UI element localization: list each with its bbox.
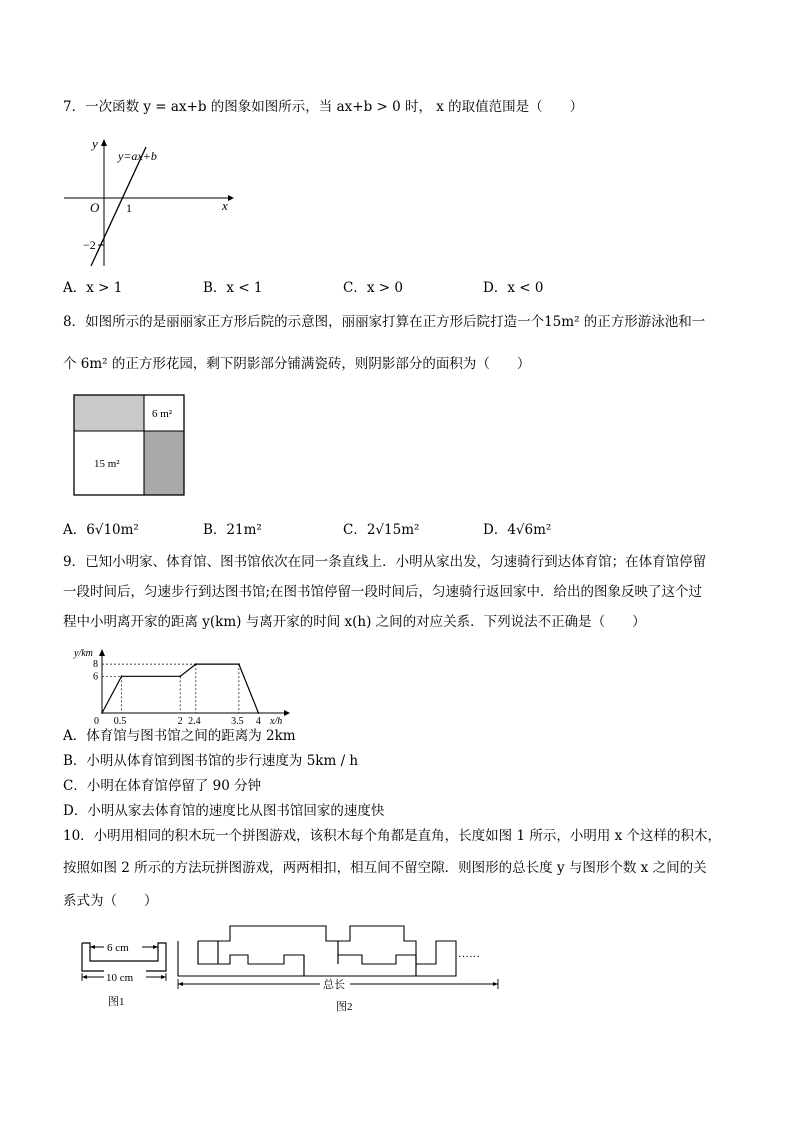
q7-origin-label: O — [90, 200, 100, 215]
q7-option-c[interactable]: C．x > 0 — [343, 280, 403, 296]
q7-option-d[interactable]: D．x < 0 — [483, 280, 544, 296]
q8-shaded-bottom-right — [144, 431, 184, 495]
q9-data-point — [121, 675, 123, 677]
q9-data-point — [179, 675, 181, 677]
q10-total-length-label: 总长 — [323, 979, 345, 991]
q10-chain-block-up-2 — [338, 926, 416, 964]
q9-option-d[interactable]: D．小明从家去体育馆的速度比从图书馆回家的速度快 — [63, 803, 385, 819]
q10-figure-1-caption: 图1 — [108, 996, 125, 1008]
q8-option-b[interactable]: B．21m² — [203, 522, 262, 538]
q8-shaded-top-left — [74, 395, 144, 431]
q9-x-tick-label: 4 — [255, 716, 261, 726]
q10-figure-2-chain — [172, 921, 508, 1015]
q9-data-point — [195, 663, 197, 665]
q7-y-label: y — [92, 136, 98, 151]
q9-stem-line-3: 程中小明离开家的距离 y(km) 与离开家的时间 x(h) 之间的对应关系．下列说法不正确是（ ） — [63, 614, 646, 630]
q7-linear-function-graph — [60, 134, 240, 270]
q7-x-tick-label: 1 — [126, 201, 132, 215]
q9-option-c[interactable]: C．小明在体育馆停留了 90 分钟 — [63, 778, 262, 794]
q9-option-b[interactable]: B．小明从体育馆到图书馆的步行速度为 5km / h — [63, 753, 359, 769]
q9-x-tick-label: 2 — [177, 716, 183, 726]
q7-y-axis-arrow — [101, 139, 107, 146]
q8-option-d[interactable]: D．4√6m² — [483, 522, 552, 538]
q9-data-point — [258, 712, 260, 714]
q8-backyard-diagram — [72, 393, 186, 497]
q9-x-axis-arrow — [284, 710, 290, 716]
q10-stem-line-2: 按照如图 2 所示的方法玩拼图游戏，两两相扣，相互间不留空隙．则图形的总长度 y 与图形个数 x 之间的关 — [63, 860, 707, 876]
q10-chain-block-up-1 — [218, 926, 338, 964]
q7-option-a[interactable]: A．x > 1 — [63, 280, 123, 296]
q9-y-axis-arrow — [99, 649, 105, 656]
q9-x-tick-label: 0 — [94, 716, 99, 726]
q9-stem-line-1: 9．已知小明家、体育馆、图书馆依次在同一条直线上．小明从家出发，匀速骑行到达体育馆；在体育馆停留 — [63, 554, 707, 570]
q10-stem-line-3: 系式为（ ） — [63, 893, 158, 909]
q9-x-tick-label: 3.5 — [231, 716, 244, 726]
q10-outer-length-label: 10 cm — [106, 972, 134, 984]
q10-stem-line-1: 10．小明用相同的积木玩一个拼图游戏，该积木每个角都是直角，长度如图 1 所示，小明用 x 个这样的积木， — [63, 828, 722, 844]
q9-y-tick-label: 8 — [93, 659, 98, 671]
q10-chain-block-down-2 — [178, 941, 304, 976]
q10-chain-ellipsis: …… — [458, 948, 480, 960]
q9-distance-time-chart — [66, 644, 298, 726]
q8-small-square-label: 6 m² — [152, 408, 173, 420]
q8-stem-line-2: 个 6m² 的正方形花园，剩下阴影部分铺满瓷砖，则阴影部分的面积为（ ） — [63, 356, 531, 372]
q10-inner-length-label: 6 cm — [107, 942, 129, 954]
q9-x-tick-label: 0.5 — [113, 716, 127, 726]
q9-x-axis-label: x/h — [270, 716, 283, 726]
q8-option-c[interactable]: C．2√15m² — [343, 522, 420, 538]
q8-stem-line-1: 8．如图所示的是丽丽家正方形后院的示意图，丽丽家打算在正方形后院打造一个15m² 的正方形游泳池和一 — [63, 314, 706, 330]
q9-data-point — [238, 663, 240, 665]
q9-x-tick-label: 2.4 — [188, 716, 201, 726]
q9-stem-line-2: 一段时间后，匀速步行到达图书馆;在图书馆停留一段时间后，匀速骑行返回家中．给出的图象反映了这个过 — [63, 584, 703, 600]
q10-figure-1-block — [72, 935, 172, 1015]
q9-data-point — [101, 712, 103, 714]
q9-option-a[interactable]: A．体育馆与图书馆之间的距离为 2km — [63, 728, 296, 744]
q7-line-label: y=ax+b — [118, 149, 157, 163]
q8-large-square-label: 15 m² — [94, 458, 120, 470]
q7-option-b[interactable]: B．x < 1 — [203, 280, 263, 296]
q9-y-axis-label: y/km — [74, 648, 93, 659]
q10-chain-block-down-3 — [304, 955, 416, 976]
q9-y-tick-label: 6 — [93, 671, 98, 683]
q10-chain-block-down-1 — [198, 941, 218, 964]
q10-figure-2-caption: 图2 — [336, 1001, 353, 1013]
q7-x-label: x — [222, 198, 228, 213]
q8-option-a[interactable]: A．6√10m² — [63, 522, 139, 538]
q7-y-tick-label: −2 — [83, 238, 96, 252]
q10-chain-block-down-4 — [416, 941, 456, 976]
q7-stem: 7．一次函数 y = ax+b 的图象如图所示，当 ax+b > 0 时， x 的取值范围是（ ） — [63, 99, 584, 115]
q7-x-axis-arrow — [228, 195, 234, 201]
